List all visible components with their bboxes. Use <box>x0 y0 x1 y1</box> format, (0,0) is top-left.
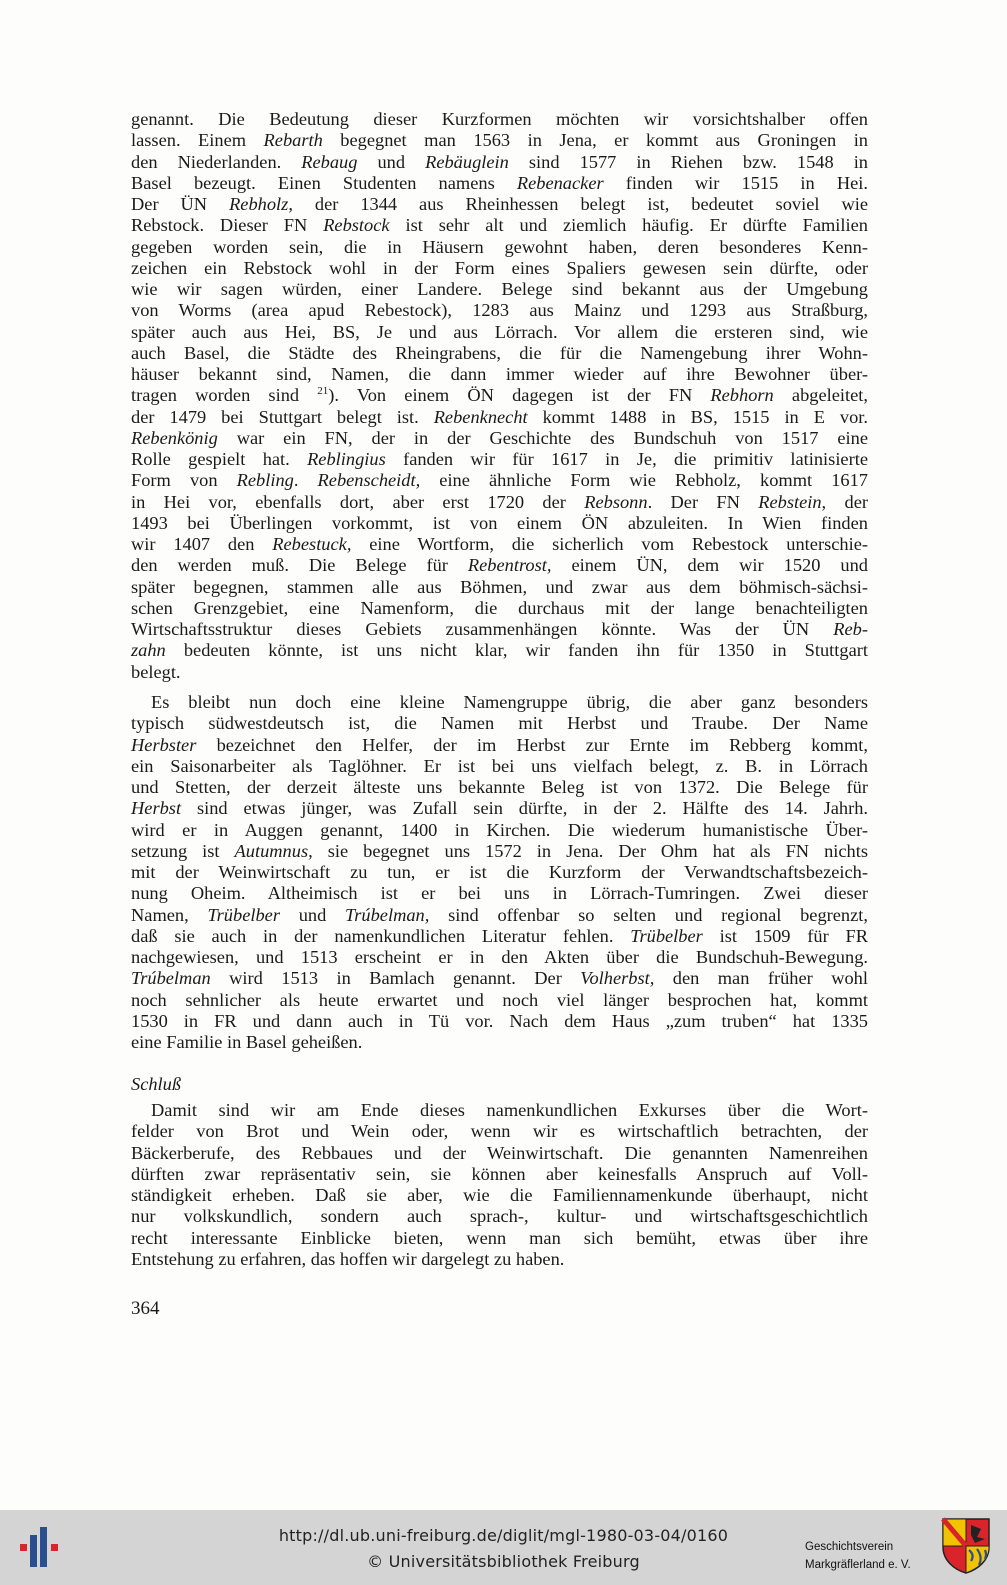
text-line: den werden muß. Die Belege für Rebentrost, einem ÜN, dem wir 1520 und <box>131 555 868 576</box>
footer-url-link[interactable]: http://dl.ub.uni-freiburg.de/diglit/mgl-1980-03-04/0160 <box>278 1526 729 1545</box>
text-line: Trúbelman wird 1513 in Bamlach genannt. Der Volherbst, den man früher wohl <box>131 968 868 989</box>
text-line: 1493 bei Überlingen vorkommt, ist von einem ÖN abzuleiten. In Wien finden <box>131 512 868 533</box>
text-line: belegt. <box>131 661 181 682</box>
text-line: 1530 in FR und dann auch in Tü vor. Nach dem Haus „zum truben“ hat 1335 <box>131 1010 868 1031</box>
society-name-line1: Geschichtsverein <box>805 1541 894 1553</box>
text-line: dürften zwar repräsentativ sein, sie können aber keinesfalls Anspruch auf Voll- <box>131 1163 868 1184</box>
society-name-line2: Markgräflerland e. V. <box>805 1559 911 1571</box>
text-line: in Hei vor, ebenfalls dort, aber erst 1720 der Rebsonn. Der FN Rebstein, der <box>131 491 868 512</box>
page-number: 364 <box>131 1298 160 1319</box>
text-line: recht interessante Einblicke bieten, wenn man sich bemüht, etwas über ihre <box>131 1227 868 1248</box>
text-line: Herbster bezeichnet den Helfer, der im Herbst zur Ernte im Rebberg kommt, <box>131 734 868 755</box>
text-line: wird er in Auggen genannt, 1400 in Kirchen. Die wiederum humanistische Über- <box>131 819 868 840</box>
text-line: setzung ist Autumnus, sie begegnet uns 1572 in Jena. Der Ohm hat als FN nichts <box>131 840 869 861</box>
text-line: ein Saisonarbeiter als Taglöhner. Er ist bei uns vielfach belegt, z. B. in Lörrach <box>131 755 868 776</box>
text-line: der 1479 bei Stuttgart belegt ist. Rebenknecht kommt 1488 in BS, 1515 in E vor. <box>131 406 868 427</box>
text-line: typisch südwestdeutsch ist, die Namen mit Herbst und Traube. Der Name <box>131 713 868 734</box>
text-line: Wirtschaftsstruktur dieses Gebiets zusammenhängen könnte. Was der ÜN Reb- <box>131 619 868 639</box>
text-line: eine Familie in Basel geheißen. <box>131 1032 363 1052</box>
section-heading-schluss: Schluß <box>131 1074 182 1094</box>
text-line: Damit sind wir am Ende dieses namenkundlichen Exkurses über die Wort- <box>151 1100 868 1120</box>
text-line: schen Grenzgebiet, eine Namenform, die durchaus mit der lange benachteiligten <box>131 597 868 618</box>
text-line: nur volkskundlich, sondern auch sprach-, kultur- und wirtschaftsgeschichtlich <box>131 1206 868 1227</box>
text-line: zeichen ein Rebstock wohl in der Form eines Spaliers gewesen sein dürfte, oder <box>131 257 868 278</box>
footer-copyright: © Universitätsbibliothek Freiburg <box>367 1552 640 1571</box>
text-line: Rolle gespielt hat. Reblingius fanden wir für 1617 in Je, die primitiv latinisierte <box>131 449 868 469</box>
text-line: Rebenkönig war ein FN, der in der Geschichte des Bundschuh von 1517 eine <box>131 427 868 448</box>
text-line: von Worms (area apud Rebestock), 1283 aus Mainz und 1293 aus Straßburg, <box>131 300 868 321</box>
text-line: Herbst sind etwas jünger, was Zufall sein dürfte, in der 2. Hälfte des 14. Jahrh. <box>131 798 868 819</box>
text-line: Bäckerberufe, des Rebbaues und der Weinwirtschaft. Die genannten Namenreihen <box>131 1142 868 1163</box>
text-line: und Stetten, der derzeit älteste uns bekannte Beleg ist von 1372. Die Belege für <box>131 777 868 797</box>
text-line: tragen worden sind $^{21}$). Von einem ÖN dagegen ist der FN Rebhorn abgeleitet, <box>131 385 868 406</box>
text-line: später auch aus Hei, BS, Je und aus Lörrach. Vor allem die ersteren sind, wie <box>131 321 868 342</box>
text-line: felder von Brot und Wein oder, wenn wir es wirtschaftlich betrachten, der <box>131 1121 868 1142</box>
text-line: daß sie auch in der namenkundlichen Literatur fehlen. Trübelber ist 1509 für FR <box>131 925 868 946</box>
society-crest-icon[interactable] <box>941 1517 991 1575</box>
text-line: lassen. Einem Rebarth begegnet man 1563 in Jena, er kommt aus Groningen in <box>131 130 869 151</box>
text-line: Rebstock. Dieser FN Rebstock ist sehr alt und ziemlich häufig. Er dürfte Familien <box>131 215 868 236</box>
text-line: auch Basel, die Städte des Rheingrabens, die für die Namengebung ihrer Wohn- <box>131 342 868 363</box>
text-line: Entstehung zu erfahren, das hoffen wir dargelegt zu haben. <box>131 1248 565 1269</box>
paragraph-herbst-traube <box>131 692 868 1053</box>
text-line: Namen, Trübelber und Trúbelman, sind offenbar so selten und regional begrenzt, <box>131 904 868 925</box>
text-line: genannt. Die Bedeutung dieser Kurzformen möchten wir vorsichtshalber offen <box>131 109 868 129</box>
text-line: zahn bedeuten könnte, ist uns nicht klar, wir fanden ihn für 1350 in Stuttgart <box>131 640 868 661</box>
text-line: noch sehnlicher als heute erwartet und noch viel länger besprochen hat, kommt <box>131 989 868 1010</box>
text-line: den Niederlanden. Rebaug und Rebäuglein sind 1577 in Riehen bzw. 1548 in <box>131 151 868 172</box>
text-line: nung Oheim. Altheimisch ist er bei uns in Lörrach-Tumringen. Zwei dieser <box>131 883 868 904</box>
text-line: Basel bezeugt. Einen Studenten namens Rebenacker finden wir 1515 in Hei. <box>131 172 868 193</box>
text-line: nachgewiesen, und 1513 erscheint er in den Akten über die Bundschuh-Bewegung. <box>131 947 868 967</box>
text-line: Form von Rebling. Rebenscheidt, eine ähnliche Form wie Rebholz, kommt 1617 <box>131 470 868 491</box>
text-line: mit der Weinwirtschaft zu tun, er ist die Kurzform der Verwandtschaftsbezeich- <box>131 862 868 882</box>
society-name <box>805 1538 925 1574</box>
paragraph-schluss <box>131 1100 868 1270</box>
text-line: wie wir sagen würden, einer Landere. Belege sind bekannt aus der Umgebung <box>131 279 868 299</box>
text-line: Es bleibt nun doch eine kleine Namengruppe übrig, die aber ganz besonders <box>151 692 868 712</box>
text-line: Der ÜN Rebholz, der 1344 aus Rheinhessen belegt ist, bedeutet soviel wie <box>131 194 868 214</box>
text-line: gegeben worden sein, die in Häusern gewohnt haben, deren besonderes Kenn- <box>131 236 868 257</box>
text-line: ständigkeit erheben. Daß sie aber, wie die Familiennamenkunde überhaupt, nicht <box>131 1185 868 1205</box>
text-line: wir 1407 den Rebestuck, eine Wortform, die sicherlich vom Rebestock unterschie- <box>131 534 868 554</box>
paragraph-rebnamen <box>131 109 868 683</box>
text-line: später begegnen, stammen alle aus Böhmen, und zwar aus dem böhmisch-sächsi- <box>131 576 868 597</box>
text-line: häuser bekannt sind, Namen, die dann immer wieder auf ihre Bewohner über- <box>131 364 868 384</box>
